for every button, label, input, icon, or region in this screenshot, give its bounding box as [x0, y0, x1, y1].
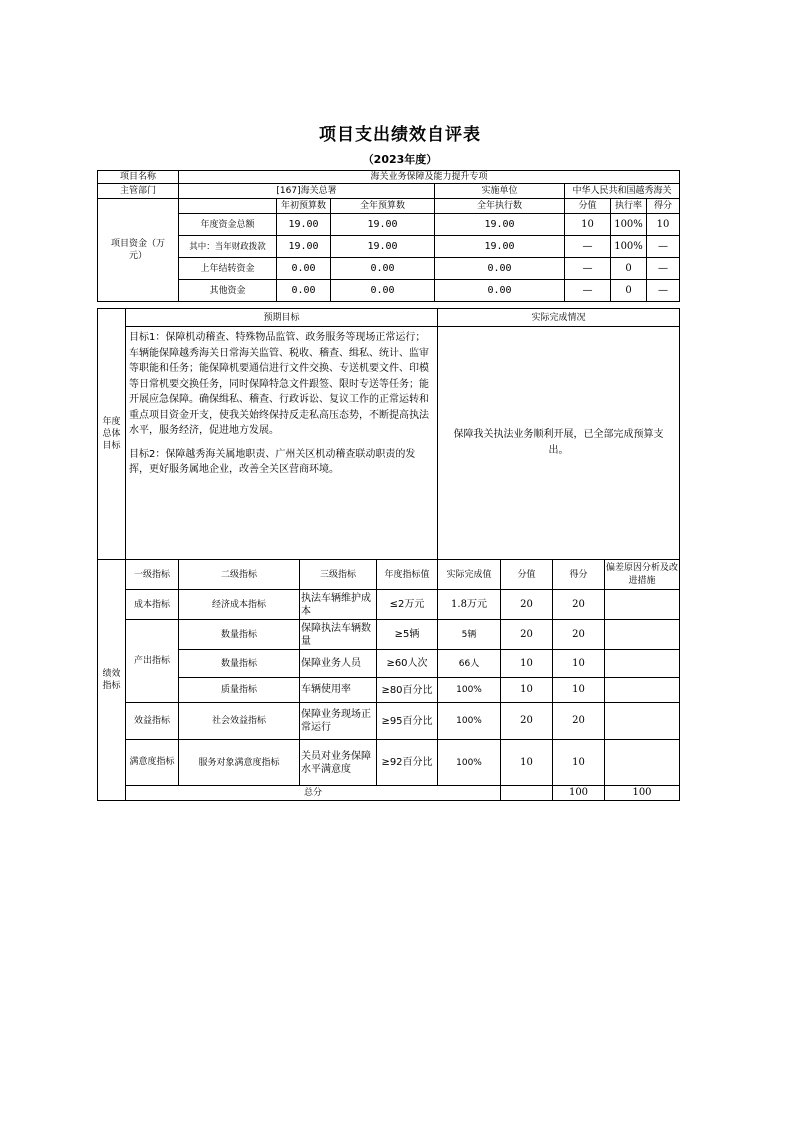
funds-carryover-executed: 0.00	[435, 258, 565, 280]
page-title: 项目支出绩效自评表	[319, 125, 481, 145]
funds-fiscal-initial: 19.00	[277, 236, 331, 258]
implementing-unit-value: 中华人民共和国越秀海关	[565, 184, 680, 199]
total-score-score: 100	[605, 786, 680, 801]
performance-indicators-text: 绩效指标	[102, 669, 121, 691]
department-label: 主管部门	[98, 184, 179, 199]
actual-completion-content: 保障我关执法业务顺利开展，已全部完成预算支出。	[438, 327, 680, 560]
total-score-value: 100	[553, 786, 605, 801]
total-score-label: 总分	[126, 786, 501, 801]
ind-row-2-l2: 数量指标	[179, 620, 300, 650]
expected-goal-header: 预期目标	[126, 309, 438, 327]
funds-total-score: 10	[647, 214, 680, 236]
ind-row-5-value: 20	[501, 703, 553, 740]
satisfaction-indicator-label: 满意度指标	[126, 740, 179, 786]
h-level3: 三级指标	[300, 560, 377, 590]
row-total-funds-label: 年度资金总额	[179, 214, 277, 236]
ind-row-1-target: ≤2万元	[377, 590, 438, 620]
funds-total-executed: 19.00	[435, 214, 565, 236]
ind-row-2-score: 20	[553, 620, 605, 650]
col-score-value: 分值	[565, 199, 611, 214]
col-score: 得分	[647, 199, 680, 214]
ind-row-2-value: 20	[501, 620, 553, 650]
ind-row-1-l2: 经济成本指标	[179, 590, 300, 620]
goal-2: 目标2：保障越秀海关属地职责、广州关区机动稽查联动职责的发挥，更好服务属地企业，改善全关区营商环境。	[129, 448, 416, 475]
ind-row-3-score: 10	[553, 650, 605, 678]
department-value: [167]海关总署	[179, 184, 435, 199]
funds-fiscal-score: —	[647, 236, 680, 258]
ind-row-6-note	[605, 740, 680, 786]
ind-row-1-score: 20	[553, 590, 605, 620]
col-initial-budget: 年初预算数	[277, 199, 331, 214]
h-level2: 二级指标	[179, 560, 300, 590]
ind-row-1-value: 20	[501, 590, 553, 620]
ind-row-2-actual: 5辆	[438, 620, 501, 650]
funds-other-full-year: 0.00	[331, 280, 435, 302]
funds-fiscal-full-year: 19.00	[331, 236, 435, 258]
ind-row-2-note	[605, 620, 680, 650]
funds-other-score: —	[647, 280, 680, 302]
project-funds-text: 项目资金（万元）	[110, 239, 165, 261]
ind-row-4-actual: 100%	[438, 678, 501, 703]
funds-fiscal-score-value: —	[565, 236, 611, 258]
output-indicator-label: 产出指标	[126, 620, 179, 703]
project-name-label: 项目名称	[98, 171, 179, 184]
ind-row-6-value: 10	[501, 740, 553, 786]
funds-total-rate: 100%	[611, 214, 647, 236]
ind-row-6-target: ≥92百分比	[377, 740, 438, 786]
row-carryover-label: 上年结转资金	[179, 258, 277, 280]
ind-row-5-actual: 100%	[438, 703, 501, 740]
ind-row-4-l2: 质量指标	[179, 678, 300, 703]
ind-row-1-l3: 执法车辆维护成本	[300, 590, 377, 620]
ind-row-4-l3: 车辆使用率	[300, 678, 377, 703]
ind-row-5-score: 20	[553, 703, 605, 740]
ind-row-6-l3: 关员对业务保障水平满意度	[300, 740, 377, 786]
ind-row-1-actual: 1.8万元	[438, 590, 501, 620]
funds-total-score-value: 10	[565, 214, 611, 236]
implementing-unit-label: 实施单位	[435, 184, 565, 199]
ind-row-3-value: 10	[501, 650, 553, 678]
row-other-label: 其他资金	[179, 280, 277, 302]
ind-row-6-l2: 服务对象满意度指标	[179, 740, 300, 786]
col-full-year-budget: 全年预算数	[331, 199, 435, 214]
funds-other-executed: 0.00	[435, 280, 565, 302]
h-actual-value: 实际完成值	[438, 560, 501, 590]
funds-other-rate: 0	[611, 280, 647, 302]
funds-carryover-score: —	[647, 258, 680, 280]
indicators-table	[97, 559, 680, 801]
h-level1: 一级指标	[126, 560, 179, 590]
ind-row-5-note	[605, 703, 680, 740]
project-info-table	[97, 170, 680, 302]
ind-row-5-target: ≥95百分比	[377, 703, 438, 740]
ind-row-2-target: ≥5辆	[377, 620, 438, 650]
ind-row-3-note	[605, 650, 680, 678]
actual-completion-header: 实际完成情况	[438, 309, 680, 327]
project-funds-label	[98, 199, 179, 302]
funds-total-initial: 19.00	[277, 214, 331, 236]
ind-row-5-l3: 保障业务现场正常运行	[300, 703, 377, 740]
funds-fiscal-rate: 100%	[611, 236, 647, 258]
ind-row-4-value: 10	[501, 678, 553, 703]
ind-row-4-note	[605, 678, 680, 703]
year-subtitle: （2023年度）	[362, 153, 438, 166]
funds-other-initial: 0.00	[277, 280, 331, 302]
benefit-indicator-label: 效益指标	[126, 703, 179, 740]
ind-row-3-actual: 66人	[438, 650, 501, 678]
ind-row-6-actual: 100%	[438, 740, 501, 786]
funds-carryover-rate: 0	[611, 258, 647, 280]
annual-goal-table	[97, 308, 680, 560]
ind-row-2-l3: 保障执法车辆数量	[300, 620, 377, 650]
ind-row-3-target: ≥60人次	[377, 650, 438, 678]
col-full-year-execution: 全年执行数	[435, 199, 565, 214]
funds-carryover-initial: 0.00	[277, 258, 331, 280]
performance-indicators-label	[98, 560, 126, 801]
row-fiscal-label: 其中：当年财政拨款	[179, 236, 277, 258]
col-execution-rate: 执行率	[611, 199, 647, 214]
ind-row-6-score: 10	[553, 740, 605, 786]
h-deviation: 偏差原因分析及改进措施	[605, 560, 680, 590]
ind-row-3-l3: 保障业务人员	[300, 650, 377, 678]
project-name-value: 海关业务保障及能力提升专项	[179, 171, 680, 184]
ind-row-4-target: ≥80百分比	[377, 678, 438, 703]
goal-1: 目标1：保障机动稽查、特殊物品监管、政务服务等现场正常运行；车辆能保障越秀海关日常海关监管、税收、稽查、缉私、统计、监审等职能和任务；能保障机要通信进行文件交换、专送机要文件、印模等日常机要交换任务，同时保障特急文件跟签、限时专送等任务；能开展应急保障。确保缉私、稽查、行政诉讼、复议工作的正常运转和重点项目资金开支，使我关始终保持反走私高压态势，不断提高执法水平，服务经济，促进地方发展。	[129, 332, 429, 436]
expected-goal-content	[126, 327, 438, 560]
annual-goal-text: 年度总体目标	[102, 417, 121, 451]
ind-row-1-note	[605, 590, 680, 620]
ind-row-4-score: 10	[553, 678, 605, 703]
funds-carryover-score-value: —	[565, 258, 611, 280]
annual-goal-label	[98, 309, 126, 560]
funds-total-full-year: 19.00	[331, 214, 435, 236]
funds-other-score-value: —	[565, 280, 611, 302]
h-annual-target: 年度指标值	[377, 560, 438, 590]
funds-carryover-full-year: 0.00	[331, 258, 435, 280]
funds-fiscal-executed: 19.00	[435, 236, 565, 258]
cost-indicator-label: 成本指标	[126, 590, 179, 620]
h-score: 得分	[553, 560, 605, 590]
h-score-value: 分值	[501, 560, 553, 590]
ind-row-5-l2: 社会效益指标	[179, 703, 300, 740]
ind-row-3-l2: 数量指标	[179, 650, 300, 678]
